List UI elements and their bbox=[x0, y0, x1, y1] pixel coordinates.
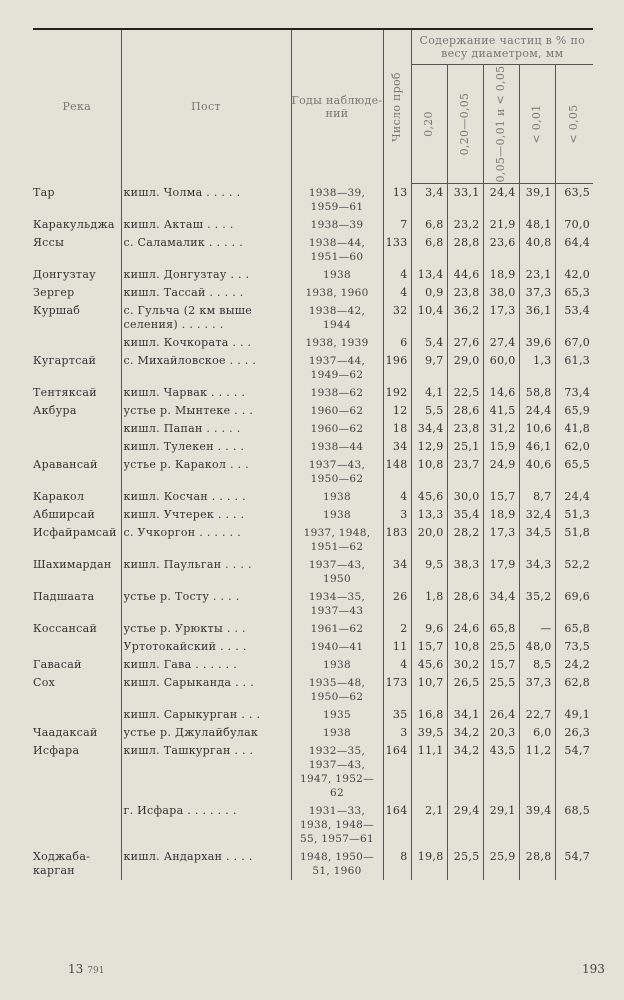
value-cell: 38,3 bbox=[447, 556, 483, 588]
value-cell: 17,9 bbox=[483, 556, 519, 588]
value-cell: 30,2 bbox=[447, 656, 483, 674]
post-cell: с. Михайловское . . . . bbox=[121, 352, 291, 384]
value-cell: 24,4 bbox=[555, 488, 593, 506]
value-cell: 8,5 bbox=[519, 656, 555, 674]
value-cell: 20,0 bbox=[411, 524, 447, 556]
samples-cell: 12 bbox=[383, 402, 411, 420]
post-cell: с. Саламалик . . . . . bbox=[121, 234, 291, 266]
value-cell: 25,1 bbox=[447, 438, 483, 456]
value-cell: 11,2 bbox=[519, 742, 555, 802]
river-cell bbox=[33, 638, 121, 656]
value-cell: 43,5 bbox=[483, 742, 519, 802]
value-cell: 17,3 bbox=[483, 302, 519, 334]
post-cell: устье р. Мынтеке . . . bbox=[121, 402, 291, 420]
value-cell: 25,5 bbox=[483, 638, 519, 656]
samples-cell: 34 bbox=[383, 556, 411, 588]
post-cell: кишл. Паульган . . . . bbox=[121, 556, 291, 588]
years-cell: 1948, 1950—51, 1960 bbox=[291, 848, 383, 880]
river-cell: Акбура bbox=[33, 403, 77, 417]
years-cell: 1937, 1948, 1951—62 bbox=[291, 524, 383, 556]
value-cell: 39,6 bbox=[519, 334, 555, 352]
value-cell: 19,8 bbox=[411, 848, 447, 880]
years-cell: 1938—62 bbox=[291, 384, 383, 402]
value-cell: 15,7 bbox=[483, 656, 519, 674]
table-row bbox=[33, 384, 593, 402]
value-cell: 25,5 bbox=[483, 674, 519, 706]
river-cell: Чаадаксай bbox=[33, 725, 98, 739]
samples-cell: 8 bbox=[383, 848, 411, 880]
value-cell: 34,5 bbox=[519, 524, 555, 556]
value-cell: 40,8 bbox=[519, 234, 555, 266]
value-cell: 27,6 bbox=[447, 334, 483, 352]
value-cell: 44,6 bbox=[447, 266, 483, 284]
years-cell: 1938, 1960 bbox=[291, 284, 383, 302]
samples-cell: 26 bbox=[383, 588, 411, 620]
value-cell: 18,9 bbox=[483, 266, 519, 284]
table-row bbox=[33, 724, 593, 742]
table-row bbox=[33, 216, 593, 234]
post-cell: кишл. Кочкората . . . bbox=[121, 334, 291, 352]
value-cell: 31,2 bbox=[483, 420, 519, 438]
table-row bbox=[33, 506, 593, 524]
post-cell: кишл. Донгузтау . . . bbox=[121, 266, 291, 284]
river-cell: Кугартсай bbox=[33, 353, 97, 367]
samples-cell: 148 bbox=[383, 456, 411, 488]
years-cell: 1961—62 bbox=[291, 620, 383, 638]
value-cell: 37,3 bbox=[519, 284, 555, 302]
post-cell: устье р. Каракол . . . bbox=[121, 456, 291, 488]
table-body bbox=[33, 184, 593, 880]
value-cell: 6,0 bbox=[519, 724, 555, 742]
value-cell: 39,5 bbox=[411, 724, 447, 742]
river-cell: Шахимардан bbox=[33, 557, 112, 571]
value-cell: 26,3 bbox=[555, 724, 593, 742]
river-cell: Коссансай bbox=[33, 621, 98, 635]
table-row bbox=[33, 352, 593, 384]
value-cell: 38,0 bbox=[483, 284, 519, 302]
years-cell: 1938 bbox=[291, 724, 383, 742]
samples-cell: 4 bbox=[383, 266, 411, 284]
value-cell: 24,2 bbox=[555, 656, 593, 674]
value-cell: 64,4 bbox=[555, 234, 593, 266]
value-cell: 48,1 bbox=[519, 216, 555, 234]
value-cell: 26,4 bbox=[483, 706, 519, 724]
value-cell: 12,9 bbox=[411, 438, 447, 456]
value-cell: 73,5 bbox=[555, 638, 593, 656]
value-cell: 2,1 bbox=[411, 802, 447, 848]
value-cell: 6,8 bbox=[411, 216, 447, 234]
value-cell: 36,1 bbox=[519, 302, 555, 334]
value-cell: 20,3 bbox=[483, 724, 519, 742]
river-cell: Сох bbox=[33, 675, 56, 689]
header-d4: < 0,01 bbox=[519, 65, 555, 184]
value-cell: 23,1 bbox=[519, 266, 555, 284]
value-cell: 1,8 bbox=[411, 588, 447, 620]
table-row bbox=[33, 284, 593, 302]
river-cell: Каракульджа bbox=[33, 217, 115, 231]
value-cell: 28,6 bbox=[447, 588, 483, 620]
value-cell: 29,1 bbox=[483, 802, 519, 848]
value-cell: 39,4 bbox=[519, 802, 555, 848]
value-cell: 10,6 bbox=[519, 420, 555, 438]
post-cell: устье р. Джулайбулак bbox=[121, 724, 291, 742]
table-row bbox=[33, 420, 593, 438]
value-cell: 45,6 bbox=[411, 656, 447, 674]
value-cell: 60,0 bbox=[483, 352, 519, 384]
table-row bbox=[33, 402, 593, 420]
table-row bbox=[33, 438, 593, 456]
years-cell: 1938—39 bbox=[291, 216, 383, 234]
value-cell: 46,1 bbox=[519, 438, 555, 456]
value-cell: 33,1 bbox=[447, 184, 483, 216]
river-cell bbox=[33, 420, 121, 438]
river-cell bbox=[33, 706, 121, 724]
post-cell: устье р. Урюкты . . . bbox=[121, 620, 291, 638]
value-cell: 69,6 bbox=[555, 588, 593, 620]
table-row bbox=[33, 488, 593, 506]
value-cell: 24,9 bbox=[483, 456, 519, 488]
years-cell: 1940—41 bbox=[291, 638, 383, 656]
value-cell: 28,8 bbox=[519, 848, 555, 880]
value-cell: 39,1 bbox=[519, 184, 555, 216]
years-cell: 1934—35, 1937—43 bbox=[291, 588, 383, 620]
header-d2: 0,20—0,05 bbox=[447, 65, 483, 184]
value-cell: 16,8 bbox=[411, 706, 447, 724]
header-years: Годы наблюде-ний bbox=[291, 29, 383, 184]
table-row bbox=[33, 588, 593, 620]
value-cell: 9,7 bbox=[411, 352, 447, 384]
value-cell: 49,1 bbox=[555, 706, 593, 724]
table-row bbox=[33, 638, 593, 656]
samples-cell: 6 bbox=[383, 334, 411, 352]
years-cell: 1935 bbox=[291, 706, 383, 724]
value-cell: 42,0 bbox=[555, 266, 593, 284]
samples-cell: 35 bbox=[383, 706, 411, 724]
river-cell: Куршаб bbox=[33, 303, 81, 317]
table-row bbox=[33, 266, 593, 284]
value-cell: 48,0 bbox=[519, 638, 555, 656]
samples-cell: 196 bbox=[383, 352, 411, 384]
years-cell: 1935—48, 1950—62 bbox=[291, 674, 383, 706]
post-cell: кишл. Гава . . . . . . bbox=[121, 656, 291, 674]
value-cell: 62,0 bbox=[555, 438, 593, 456]
value-cell: 6,8 bbox=[411, 234, 447, 266]
river-cell: Аравансай bbox=[33, 457, 98, 471]
value-cell: 27,4 bbox=[483, 334, 519, 352]
table-row bbox=[33, 234, 593, 266]
value-cell: 34,4 bbox=[411, 420, 447, 438]
value-cell: 34,2 bbox=[447, 742, 483, 802]
years-cell: 1938 bbox=[291, 506, 383, 524]
samples-cell: 3 bbox=[383, 724, 411, 742]
value-cell: 9,6 bbox=[411, 620, 447, 638]
years-cell: 1937—43, 1950—62 bbox=[291, 456, 383, 488]
value-cell: 21,9 bbox=[483, 216, 519, 234]
value-cell: 37,3 bbox=[519, 674, 555, 706]
value-cell: 24,4 bbox=[519, 402, 555, 420]
value-cell: 67,0 bbox=[555, 334, 593, 352]
value-cell: 1,3 bbox=[519, 352, 555, 384]
table-row bbox=[33, 674, 593, 706]
value-cell: 73,4 bbox=[555, 384, 593, 402]
post-cell: с. Гульча (2 км выше селения) . . . . . . bbox=[121, 302, 291, 334]
post-cell: г. Исфара . . . . . . . bbox=[121, 802, 291, 848]
samples-cell: 3 bbox=[383, 506, 411, 524]
river-cell bbox=[33, 438, 121, 456]
value-cell: 24,4 bbox=[483, 184, 519, 216]
years-cell: 1960—62 bbox=[291, 402, 383, 420]
header-contents: Содержание частиц в % по весу диаметром, мм bbox=[411, 29, 593, 65]
river-cell: Ходжаба-карган bbox=[33, 849, 91, 877]
header-post: Пост bbox=[121, 29, 291, 184]
value-cell: 65,5 bbox=[555, 456, 593, 488]
years-cell: 1938—44, 1951—60 bbox=[291, 234, 383, 266]
value-cell: 10,8 bbox=[411, 456, 447, 488]
value-cell: 26,5 bbox=[447, 674, 483, 706]
value-cell: 41,5 bbox=[483, 402, 519, 420]
value-cell: 65,9 bbox=[555, 402, 593, 420]
value-cell: 24,6 bbox=[447, 620, 483, 638]
value-cell: 41,8 bbox=[555, 420, 593, 438]
samples-cell: 11 bbox=[383, 638, 411, 656]
value-cell: 40,6 bbox=[519, 456, 555, 488]
value-cell: 63,5 bbox=[555, 184, 593, 216]
value-cell: 28,2 bbox=[447, 524, 483, 556]
value-cell: 5,4 bbox=[411, 334, 447, 352]
value-cell: 10,8 bbox=[447, 638, 483, 656]
header-samples: Число проб bbox=[383, 29, 411, 184]
value-cell: 62,8 bbox=[555, 674, 593, 706]
years-cell: 1932—35, 1937—43, 1947, 1952—62 bbox=[291, 742, 383, 802]
value-cell: 36,2 bbox=[447, 302, 483, 334]
header-d1: 0,20 bbox=[411, 65, 447, 184]
river-cell: Яссы bbox=[33, 235, 65, 249]
value-cell: 4,1 bbox=[411, 384, 447, 402]
value-cell: 5,5 bbox=[411, 402, 447, 420]
years-cell: 1938—44 bbox=[291, 438, 383, 456]
years-cell: 1938—39, 1959—61 bbox=[291, 184, 383, 216]
value-cell: 51,8 bbox=[555, 524, 593, 556]
table-row bbox=[33, 620, 593, 638]
post-cell: Уртотокайский . . . . bbox=[121, 638, 291, 656]
samples-cell: 164 bbox=[383, 742, 411, 802]
post-cell: кишл. Сарыкурган . . . bbox=[121, 706, 291, 724]
header-river: Река bbox=[33, 29, 121, 184]
years-cell: 1938 bbox=[291, 656, 383, 674]
samples-cell: 32 bbox=[383, 302, 411, 334]
post-cell: с. Учкоргон . . . . . . bbox=[121, 524, 291, 556]
years-cell: 1938 bbox=[291, 266, 383, 284]
value-cell: 0,9 bbox=[411, 284, 447, 302]
value-cell: 15,7 bbox=[411, 638, 447, 656]
table-row bbox=[33, 556, 593, 588]
value-cell: 3,4 bbox=[411, 184, 447, 216]
table-row bbox=[33, 302, 593, 334]
value-cell: 29,4 bbox=[447, 802, 483, 848]
post-cell: кишл. Тассай . . . . . bbox=[121, 284, 291, 302]
value-cell: 68,5 bbox=[555, 802, 593, 848]
post-cell: кишл. Чолма . . . . . bbox=[121, 184, 291, 216]
value-cell: 23,6 bbox=[483, 234, 519, 266]
value-cell: 29,0 bbox=[447, 352, 483, 384]
years-cell: 1938 bbox=[291, 488, 383, 506]
value-cell: 54,7 bbox=[555, 742, 593, 802]
river-cell: Исфара bbox=[33, 743, 80, 757]
years-cell: 1938, 1939 bbox=[291, 334, 383, 352]
table-row bbox=[33, 656, 593, 674]
value-cell: 28,8 bbox=[447, 234, 483, 266]
post-cell: кишл. Косчан . . . . . bbox=[121, 488, 291, 506]
header-d5: < 0,05 bbox=[555, 65, 593, 184]
river-cell: Каракол bbox=[33, 489, 85, 503]
post-cell: кишл. Тулекен . . . . bbox=[121, 438, 291, 456]
value-cell: 65,3 bbox=[555, 284, 593, 302]
header-d3: 0,05—0,01 и < 0,05 bbox=[483, 65, 519, 184]
years-cell: 1931—33, 1938, 1948—55, 1957—61 bbox=[291, 802, 383, 848]
river-cell: Донгузтау bbox=[33, 267, 96, 281]
value-cell: 25,9 bbox=[483, 848, 519, 880]
sediment-table bbox=[33, 28, 593, 880]
value-cell: — bbox=[519, 620, 555, 638]
table-row bbox=[33, 802, 593, 848]
value-cell: 35,2 bbox=[519, 588, 555, 620]
value-cell: 51,3 bbox=[555, 506, 593, 524]
value-cell: 45,6 bbox=[411, 488, 447, 506]
value-cell: 23,8 bbox=[447, 420, 483, 438]
samples-cell: 183 bbox=[383, 524, 411, 556]
years-cell: 1938—42, 1944 bbox=[291, 302, 383, 334]
value-cell: 22,7 bbox=[519, 706, 555, 724]
value-cell: 35,4 bbox=[447, 506, 483, 524]
post-cell: кишл. Сарыканда . . . bbox=[121, 674, 291, 706]
value-cell: 13,4 bbox=[411, 266, 447, 284]
samples-cell: 4 bbox=[383, 656, 411, 674]
river-cell: Зергер bbox=[33, 285, 75, 299]
value-cell: 70,0 bbox=[555, 216, 593, 234]
years-cell: 1937—44, 1949—62 bbox=[291, 352, 383, 384]
years-cell: 1937—43, 1950 bbox=[291, 556, 383, 588]
post-cell: устье р. Тосту . . . . bbox=[121, 588, 291, 620]
value-cell: 23,8 bbox=[447, 284, 483, 302]
value-cell: 34,1 bbox=[447, 706, 483, 724]
value-cell: 23,7 bbox=[447, 456, 483, 488]
value-cell: 15,7 bbox=[483, 488, 519, 506]
value-cell: 17,3 bbox=[483, 524, 519, 556]
river-cell bbox=[33, 802, 121, 848]
value-cell: 14,6 bbox=[483, 384, 519, 402]
value-cell: 22,5 bbox=[447, 384, 483, 402]
table-row bbox=[33, 848, 593, 880]
value-cell: 58,8 bbox=[519, 384, 555, 402]
post-cell: кишл. Ташкурган . . . bbox=[121, 742, 291, 802]
value-cell: 53,4 bbox=[555, 302, 593, 334]
table-row bbox=[33, 706, 593, 724]
value-cell: 13,3 bbox=[411, 506, 447, 524]
river-cell: Абширсай bbox=[33, 507, 96, 521]
value-cell: 10,4 bbox=[411, 302, 447, 334]
value-cell: 30,0 bbox=[447, 488, 483, 506]
table-row bbox=[33, 334, 593, 352]
value-cell: 11,1 bbox=[411, 742, 447, 802]
samples-cell: 164 bbox=[383, 802, 411, 848]
value-cell: 23,2 bbox=[447, 216, 483, 234]
post-cell: кишл. Чарвак . . . . . bbox=[121, 384, 291, 402]
value-cell: 8,7 bbox=[519, 488, 555, 506]
river-cell: Тентяксай bbox=[33, 385, 97, 399]
value-cell: 32,4 bbox=[519, 506, 555, 524]
post-cell: кишл. Акташ . . . . bbox=[121, 216, 291, 234]
page-number: 193 bbox=[582, 962, 605, 976]
value-cell: 52,2 bbox=[555, 556, 593, 588]
samples-cell: 34 bbox=[383, 438, 411, 456]
value-cell: 25,5 bbox=[447, 848, 483, 880]
river-cell: Исфайрамсай bbox=[33, 525, 117, 539]
table-row bbox=[33, 456, 593, 488]
river-cell: Падшаата bbox=[33, 589, 95, 603]
years-cell: 1960—62 bbox=[291, 420, 383, 438]
value-cell: 10,7 bbox=[411, 674, 447, 706]
value-cell: 65,8 bbox=[483, 620, 519, 638]
samples-cell: 7 bbox=[383, 216, 411, 234]
value-cell: 34,4 bbox=[483, 588, 519, 620]
samples-cell: 4 bbox=[383, 488, 411, 506]
value-cell: 18,9 bbox=[483, 506, 519, 524]
value-cell: 15,9 bbox=[483, 438, 519, 456]
samples-cell: 192 bbox=[383, 384, 411, 402]
value-cell: 65,8 bbox=[555, 620, 593, 638]
post-cell: кишл. Папан . . . . . bbox=[121, 420, 291, 438]
value-cell: 28,6 bbox=[447, 402, 483, 420]
table-row bbox=[33, 524, 593, 556]
samples-cell: 173 bbox=[383, 674, 411, 706]
table-row bbox=[33, 742, 593, 802]
samples-cell: 13 bbox=[383, 184, 411, 216]
samples-cell: 2 bbox=[383, 620, 411, 638]
signature-mark: 13 791 bbox=[68, 962, 105, 976]
river-cell bbox=[33, 334, 121, 352]
table-row bbox=[33, 184, 593, 216]
post-cell: кишл. Андархан . . . . bbox=[121, 848, 291, 880]
samples-cell: 4 bbox=[383, 284, 411, 302]
value-cell: 34,3 bbox=[519, 556, 555, 588]
post-cell: кишл. Учтерек . . . . bbox=[121, 506, 291, 524]
value-cell: 9,5 bbox=[411, 556, 447, 588]
value-cell: 61,3 bbox=[555, 352, 593, 384]
samples-cell: 133 bbox=[383, 234, 411, 266]
samples-cell: 18 bbox=[383, 420, 411, 438]
value-cell: 54,7 bbox=[555, 848, 593, 880]
river-cell: Тар bbox=[33, 185, 55, 199]
value-cell: 34,2 bbox=[447, 724, 483, 742]
river-cell: Гавасай bbox=[33, 657, 82, 671]
